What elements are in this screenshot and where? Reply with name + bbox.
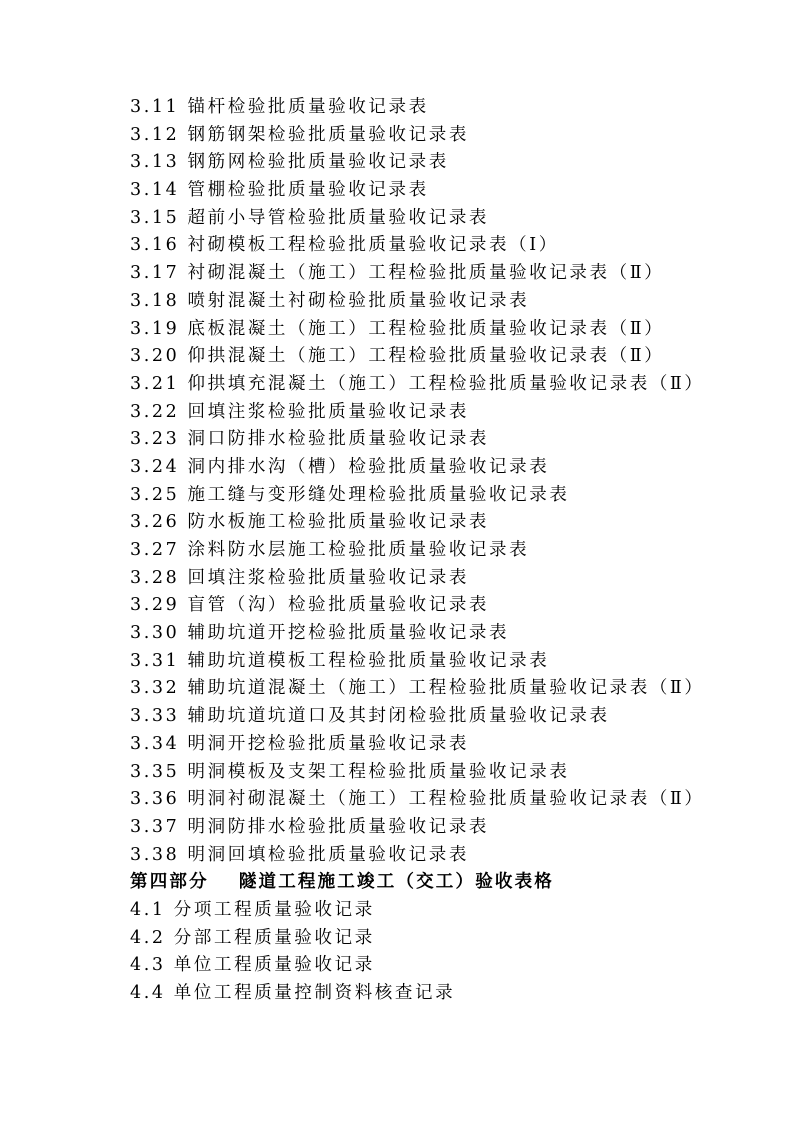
- toc-entry: 4.1 分项工程质量验收记录: [130, 899, 375, 920]
- toc-entry: 3.16 衬砌模板工程检验批质量验收记录表（Ⅰ）: [130, 235, 559, 256]
- toc-entry: 3.21 仰拱填充混凝土（施工）工程检验批质量验收记录表（Ⅱ）: [130, 373, 705, 394]
- toc-entry: 3.15 超前小导管检验批质量验收记录表: [130, 207, 490, 228]
- toc-entry: 3.11 锚杆检验批质量验收记录表: [130, 97, 429, 117]
- toc-entry: 3.31 辅助坑道模板工程检验批质量验收记录表: [130, 650, 550, 671]
- toc-entry: 4.2 分部工程质量验收记录: [130, 927, 375, 948]
- toc-entry: 4.4 单位工程质量控制资料核查记录: [130, 983, 456, 1003]
- toc-entry: 3.14 管棚检验批质量验收记录表: [130, 180, 429, 201]
- toc-entry: 3.12 钢筋钢架检验批质量验收记录表: [130, 124, 469, 145]
- toc-entry: 4.3 单位工程质量验收记录: [130, 955, 375, 976]
- toc-entry: 3.25 施工缝与变形缝处理检验批质量验收记录表: [130, 484, 570, 505]
- toc-entry: 3.34 明洞开挖检验批质量验收记录表: [130, 733, 469, 754]
- table-of-contents: [130, 94, 770, 1008]
- part-heading-title: 隧道工程施工竣工（交工）验收表格: [238, 872, 555, 893]
- toc-entry: 3.36 明洞衬砌混凝土（施工）工程检验批质量验收记录表（Ⅱ）: [130, 789, 705, 810]
- toc-entry: 3.23 洞口防排水检验批质量验收记录表: [130, 429, 490, 450]
- part-heading: [130, 869, 770, 897]
- toc-entry: 3.26 防水板施工检验批质量验收记录表: [130, 512, 490, 533]
- part-heading-number: 第四部分: [130, 872, 209, 893]
- toc-entry: 3.19 底板混凝土（施工）工程检验批质量验收记录表（Ⅱ）: [130, 318, 665, 339]
- toc-entry: 3.38 明洞回填检验批质量验收记录表: [130, 844, 469, 865]
- toc-entry: 3.33 辅助坑道坑道口及其封闭检验批质量验收记录表: [130, 706, 610, 727]
- toc-entry: 3.27 涂料防水层施工检验批质量验收记录表: [130, 540, 530, 560]
- toc-entry: 3.30 辅助坑道开挖检验批质量验收记录表: [130, 623, 510, 644]
- toc-entry: 3.13 钢筋网检验批质量验收记录表: [130, 152, 449, 173]
- toc-entry: 3.28 回填注浆检验批质量验收记录表: [130, 567, 469, 588]
- toc-entry: 3.32 辅助坑道混凝土（施工）工程检验批质量验收记录表（Ⅱ）: [130, 678, 705, 699]
- toc-entry: 3.35 明洞模板及支架工程检验批质量验收记录表: [130, 761, 570, 782]
- toc-entry: 3.17 衬砌混凝土（施工）工程检验批质量验收记录表（Ⅱ）: [130, 263, 665, 284]
- toc-entry: 3.20 仰拱混凝土（施工）工程检验批质量验收记录表（Ⅱ）: [130, 346, 665, 367]
- toc-entry: 3.24 洞内排水沟（槽）检验批质量验收记录表: [130, 456, 550, 477]
- toc-entry: 3.22 回填注浆检验批质量验收记录表: [130, 401, 469, 422]
- toc-entry: 3.37 明洞防排水检验批质量验收记录表: [130, 816, 490, 837]
- toc-entry: 3.18 喷射混凝土衬砌检验批质量验收记录表: [130, 290, 530, 311]
- toc-entry: 3.29 盲管（沟）检验批质量验收记录表: [130, 595, 490, 616]
